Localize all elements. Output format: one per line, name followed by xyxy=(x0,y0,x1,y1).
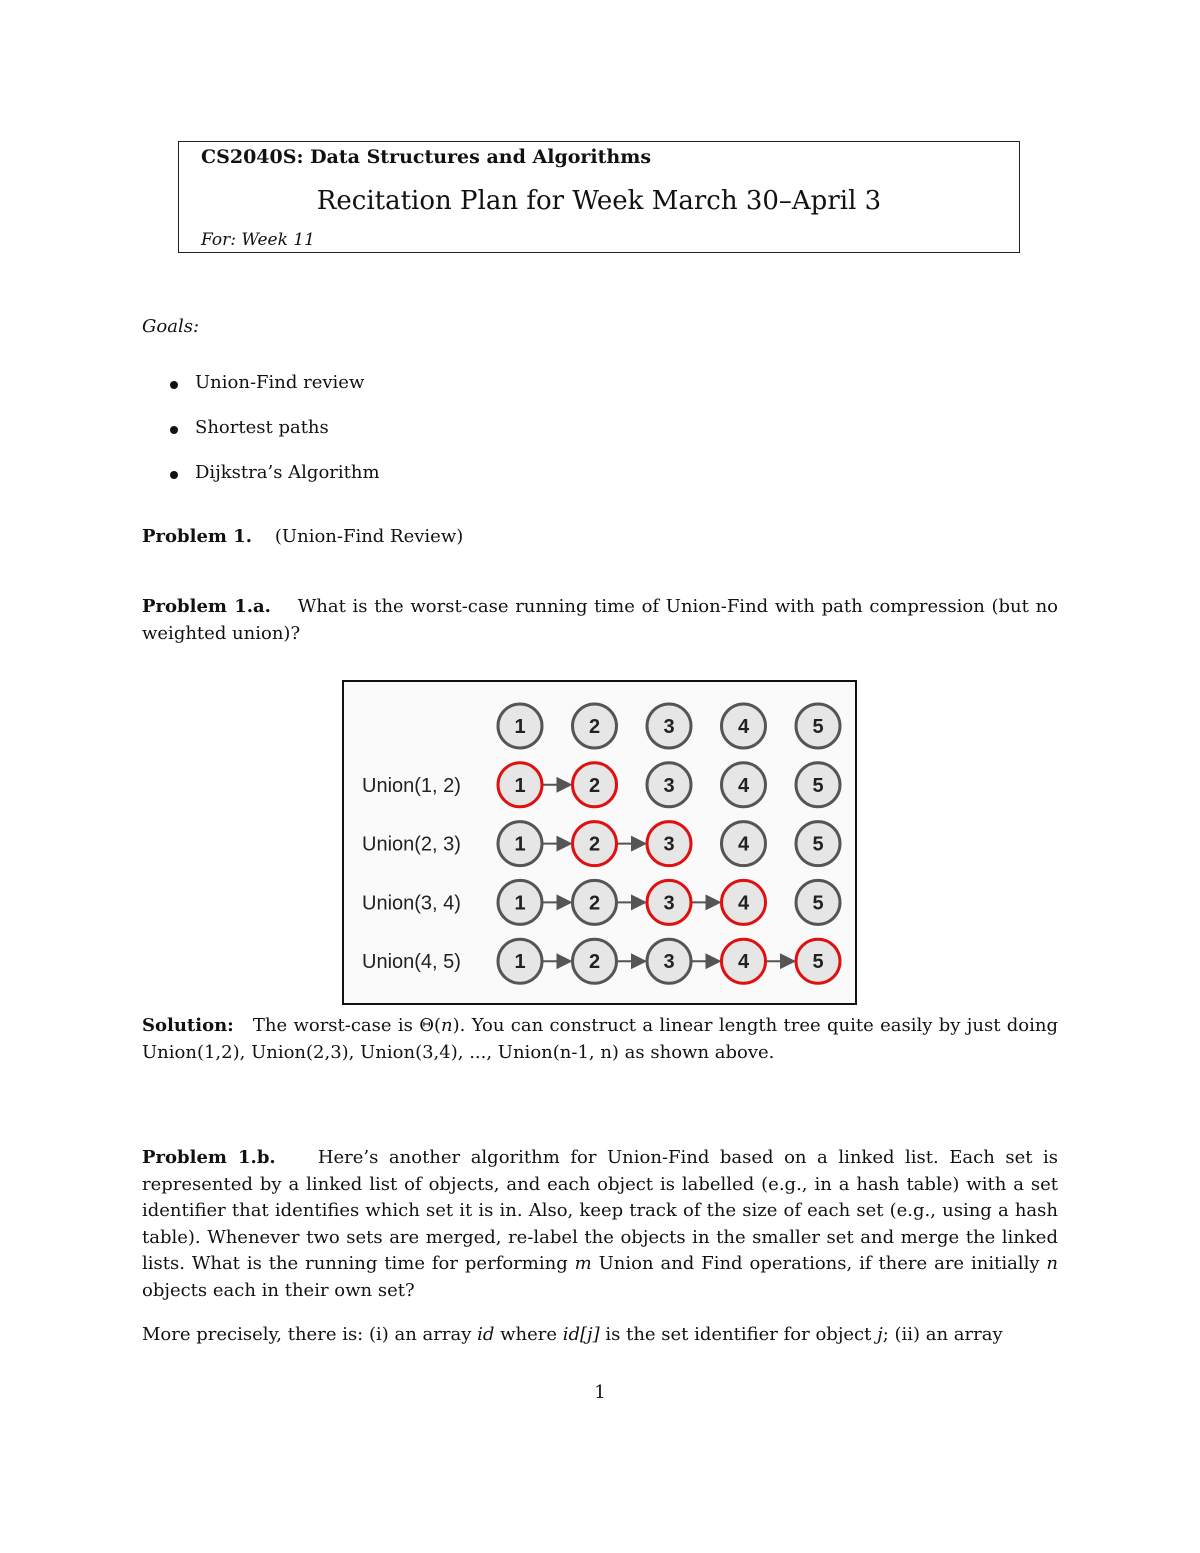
node-label: 4 xyxy=(737,774,750,797)
union-row-label: Union(1, 2) xyxy=(362,774,461,797)
goal-text: Union-Find review xyxy=(195,372,365,393)
node-label: 5 xyxy=(812,892,824,915)
goal-item xyxy=(170,417,380,462)
node-label: 5 xyxy=(812,716,824,738)
solution-text-a: The worst-case is Θ( xyxy=(252,1015,442,1036)
solution-text-b: ). You can construct a linear length tree quite easily by just doing Union(1,2), Union(2,3), Union(3,4), ..., Union(n-1, n) as shown above. xyxy=(142,1015,1059,1063)
node-label: 4 xyxy=(737,892,750,915)
more-text-1: More precisely, there is: (i) an array xyxy=(142,1324,478,1345)
goal-item xyxy=(170,372,380,417)
node-label: 5 xyxy=(812,951,824,974)
goals-list xyxy=(170,372,380,507)
more-precisely xyxy=(142,1322,1058,1349)
node-label: 2 xyxy=(588,716,601,738)
node-label: 1 xyxy=(514,892,526,915)
problem-1-text: (Union-Find Review) xyxy=(274,526,464,547)
node-label: 1 xyxy=(514,716,526,738)
more-text-4: ; (ii) an array xyxy=(882,1324,1003,1345)
page-number: 1 xyxy=(594,1382,606,1403)
union-find-diagram xyxy=(344,682,855,1003)
node-label: 5 xyxy=(812,774,824,797)
bullet-icon xyxy=(170,426,178,434)
solution-heading: Solution: xyxy=(142,1015,234,1036)
problem-1b xyxy=(142,1145,1058,1304)
node-label: 3 xyxy=(663,833,675,856)
solution-var-n: n xyxy=(441,1015,453,1036)
course-title: CS2040S: Data Structures and Algorithms xyxy=(201,146,652,168)
node-label: 1 xyxy=(514,774,526,797)
problem-1a-heading: Problem 1.a. xyxy=(142,596,271,617)
var-j: j xyxy=(877,1324,883,1345)
problem-1b-text-1: Here’s another algorithm for Union-Find based on a linked list. Each set is represented by a linked list of objects, and each object is labelled (e.g., in a hash table) with a set identifier that identifies which set it is in. Also, keep track of the size of each set (e.g., using a hash table). Whenever two sets are merged, re-label the objects in the smaller set and merge the linked lists. What is the running time for performing xyxy=(142,1147,1059,1274)
node-label: 3 xyxy=(663,774,675,797)
more-text-3: is the set identifier for object xyxy=(599,1324,878,1345)
var-m: m xyxy=(574,1253,592,1274)
goal-item xyxy=(170,462,380,507)
page-title: Recitation Plan for Week March 30–April 3 xyxy=(316,186,882,216)
node-label: 2 xyxy=(588,833,601,856)
more-text-2: where xyxy=(494,1324,563,1345)
union-find-figure xyxy=(342,680,857,1005)
union-row-label: Union(3, 4) xyxy=(362,892,461,915)
problem-1-heading: Problem 1. xyxy=(142,526,253,547)
problem-1a xyxy=(142,594,1058,647)
var-n: n xyxy=(1046,1253,1058,1274)
problem-1b-text-3: objects each in their own set? xyxy=(142,1279,415,1301)
node-label: 4 xyxy=(737,951,750,974)
var-id-j: id[j] xyxy=(562,1324,600,1345)
header-box xyxy=(178,141,1020,253)
node-label: 2 xyxy=(588,951,601,974)
node-label: 4 xyxy=(737,833,750,856)
problem-1b-text-2: Union and Find operations, if there are initially xyxy=(591,1253,1047,1274)
node-label: 1 xyxy=(514,951,526,974)
node-label: 2 xyxy=(588,892,601,915)
problem-1b-heading: Problem 1.b. xyxy=(142,1147,276,1168)
union-row-label: Union(2, 3) xyxy=(362,833,461,856)
node-label: 5 xyxy=(812,833,824,856)
node-label: 3 xyxy=(663,951,675,974)
node-label: 1 xyxy=(514,833,526,856)
node-label: 3 xyxy=(663,892,675,915)
goals-label: Goals: xyxy=(142,316,200,337)
bullet-icon xyxy=(170,381,178,389)
goal-text: Dijkstra’s Algorithm xyxy=(195,462,380,483)
bullet-icon xyxy=(170,471,178,479)
node-label: 2 xyxy=(588,774,601,797)
var-id: id xyxy=(477,1324,495,1345)
solution xyxy=(142,1013,1058,1066)
week-label: For: Week 11 xyxy=(201,230,315,250)
union-row-label: Union(4, 5) xyxy=(362,951,461,974)
problem-1a-text: What is the worst-case running time of Union-Find with path compression (but no weighted union)? xyxy=(142,596,1059,644)
node-label: 4 xyxy=(737,716,750,738)
goal-text: Shortest paths xyxy=(195,417,329,438)
node-label: 3 xyxy=(663,716,675,738)
problem-1 xyxy=(142,524,1058,551)
